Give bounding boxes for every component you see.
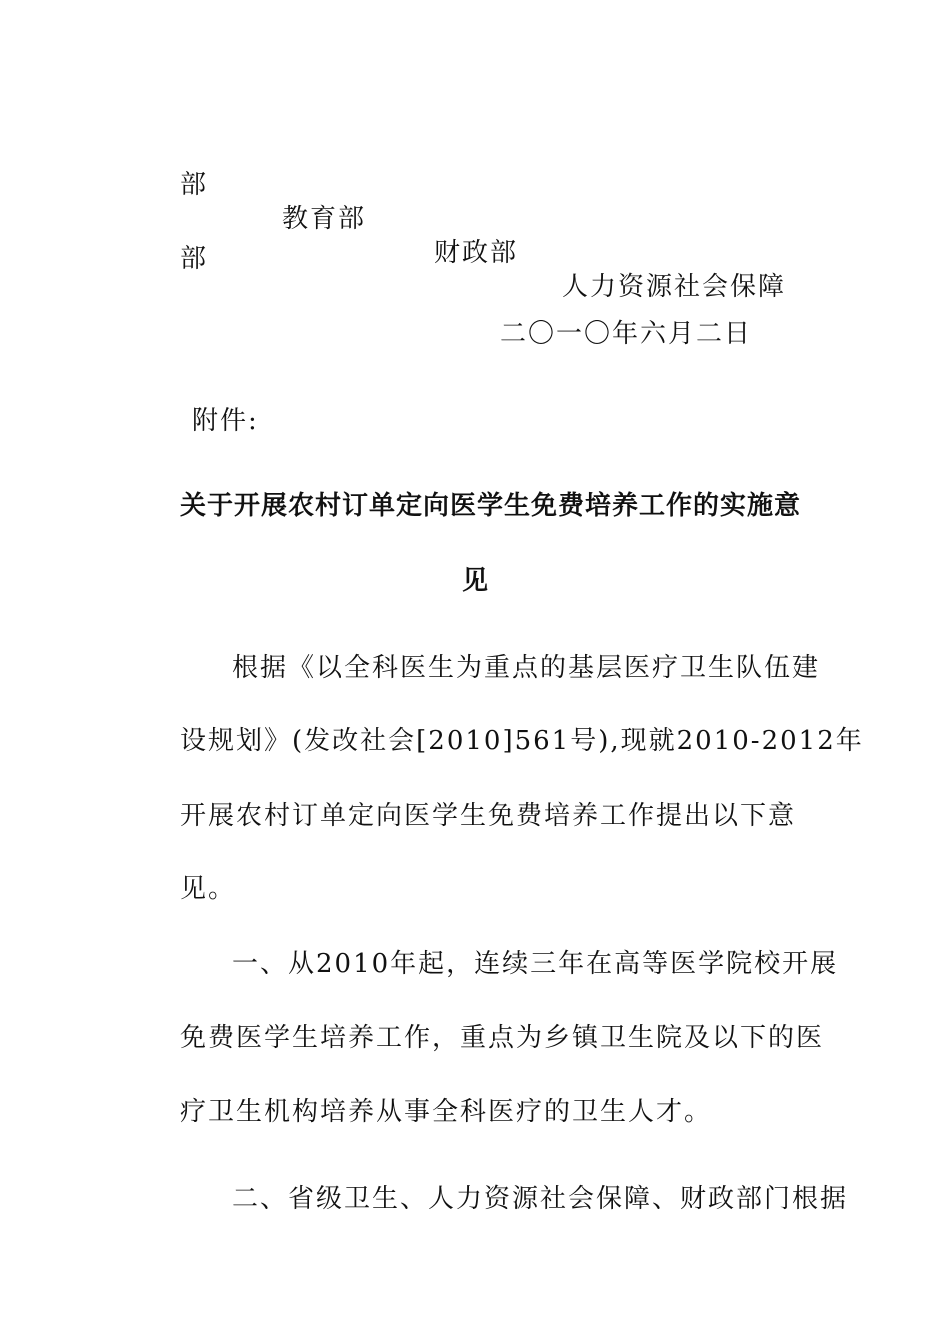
signatory-hr-suffix: 部 — [180, 244, 209, 274]
paragraph-1-line — [0, 838, 237, 906]
paragraph-text: 二、省级卫生、人力资源社会保障、财政部门根据 — [232, 1184, 849, 1214]
signatory-hr: 人力资源社会保障 — [562, 272, 787, 302]
paragraph-text: 见。 — [180, 874, 237, 904]
paragraph-text: 根据《以全科医生为重点的基层医疗卫生队伍建 — [232, 653, 821, 683]
paragraph-text: 一、从2010年起，连续三年在高等医学院校开展 — [232, 949, 839, 979]
paragraph-text: 开展农村订单定向医学生免费培养工作提出以下意 — [180, 801, 797, 831]
signatory-ministry: 部 — [180, 170, 209, 200]
signatory-line-continued — [0, 208, 209, 276]
paragraph-text: 疗卫生机构培养从事全科医疗的卫生人才。 — [180, 1097, 713, 1127]
paragraph-1-line — [0, 617, 821, 685]
document-title-continued — [0, 530, 490, 598]
signatory-finance: 财政部 — [434, 238, 519, 268]
paragraph-3-line — [0, 1148, 849, 1216]
attachment-label: 附件: — [192, 406, 259, 436]
attachment-line — [0, 370, 259, 438]
paragraph-2-line — [0, 913, 839, 981]
title-line-1: 关于开展农村订单定向医学生免费培养工作的实施意 — [180, 491, 802, 521]
title-line-2: 见 — [462, 566, 490, 596]
paragraph-2-line — [0, 987, 825, 1055]
paragraph-text: 设规划》(发改社会[2010]561号),现就2010-2012年 — [180, 726, 864, 756]
paragraph-2-line — [0, 1061, 713, 1129]
paragraph-1-line — [0, 765, 797, 833]
paragraph-text: 免费医学生培养工作，重点为乡镇卫生院及以下的医 — [180, 1023, 825, 1053]
document-date: 二〇一〇年六月二日 — [500, 319, 753, 349]
document-title — [0, 455, 802, 523]
paragraph-1-line — [0, 690, 864, 758]
signatory-education: 教育部 — [282, 204, 367, 234]
